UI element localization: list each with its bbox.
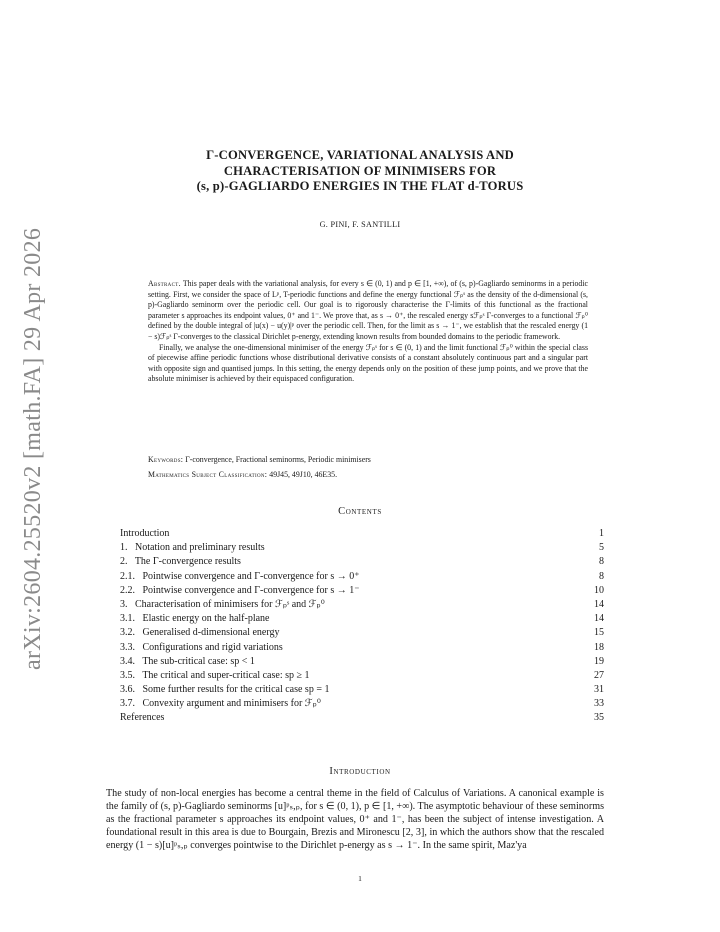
toc-entry-number: 2.2.	[120, 584, 135, 596]
toc-entry-page: 14	[594, 613, 604, 625]
toc-entry-number: 3.7.	[120, 698, 135, 710]
toc-entry-page: 15	[594, 627, 604, 639]
toc-entry-number: 3.1.	[120, 613, 135, 625]
title-line: (s, p)-GAGLIARDO ENERGIES IN THE FLAT d-TORUS	[196, 179, 524, 193]
toc-entry-page: 5	[599, 542, 604, 554]
toc-entry-title	[120, 598, 325, 612]
toc-entry-title	[120, 626, 280, 640]
keywords	[148, 455, 371, 464]
introduction-body	[106, 787, 604, 852]
toc-entry[interactable]	[120, 697, 604, 711]
toc-entry-number: 2.1.	[120, 570, 135, 582]
toc-entry[interactable]	[120, 612, 604, 626]
toc-entry-label: The Γ-convergence results	[134, 556, 241, 568]
toc-entry-page: 27	[594, 669, 604, 681]
toc-entry-label: Some further results for the critical case sp = 1	[142, 684, 330, 696]
toc-entry-page: 33	[594, 698, 604, 710]
toc-entry-page: 8	[599, 556, 604, 568]
introduction-paragraph: The study of non-local energies has become a central theme in the field of Calculus of Variations. A canonical example is the family of (s, p)-Gagliardo seminorms [u]ᵖₛ,ₚ, for s ∈ (0, 1), p ∈ [1, +∞). The asymptotic behaviour of these seminorms as the fractional parameter s approaches its endpoint values, 0⁺ and 1⁻, has been the subject of intense investigation. A foundational result in this area is due to Bourgain, Brezis and Mironescu [2, 3], in which the authors show that the rescaled energy (1 − s)[u]ᵖₛ,ₚ converges pointwise to the Dirichlet p-energy as s → 1⁻. In the same spirit, Maz'ya	[106, 788, 604, 851]
abstract-paragraph-1	[148, 279, 588, 343]
keywords-label: Keywords:	[148, 455, 184, 464]
abstract	[148, 279, 588, 385]
toc-entry[interactable]	[120, 570, 604, 584]
toc-entry[interactable]	[120, 555, 604, 569]
toc-entry-label: Generalised d-dimensional energy	[142, 627, 280, 639]
toc-entry-label: Elastic energy on the half-plane	[142, 613, 270, 625]
toc-entry-page: 1	[599, 528, 604, 539]
toc-entry[interactable]	[120, 683, 604, 697]
toc-entry-title	[120, 683, 329, 697]
toc-entry[interactable]	[120, 655, 604, 669]
toc-entry-title	[120, 612, 270, 626]
toc-entry-title	[120, 584, 360, 598]
toc-entry-number: 3.2.	[120, 627, 135, 639]
msc-classification	[148, 470, 337, 479]
toc-entry-page: 31	[594, 684, 604, 696]
toc-entry-number: 3.	[120, 598, 128, 610]
toc-entry-title	[120, 641, 283, 655]
toc-entry-label: The sub-critical case: sp < 1	[142, 655, 255, 667]
toc-entry-number: 2.	[120, 556, 128, 568]
toc-entry-label: Pointwise convergence and Γ-convergence for s → 0⁺	[142, 570, 360, 582]
toc-entry-label: Notation and preliminary results	[135, 542, 265, 554]
toc-entry[interactable]	[120, 541, 604, 555]
toc-entry[interactable]	[120, 584, 604, 598]
toc-entry-title	[120, 541, 265, 555]
toc-entry-title	[120, 669, 310, 683]
toc-entry-number: 3.5.	[120, 669, 135, 681]
toc-entry-label: Introduction	[120, 528, 170, 539]
toc-entry-label: Pointwise convergence and Γ-convergence for s → 1⁻	[142, 584, 360, 596]
toc-entry-number: 1.	[120, 542, 128, 554]
toc-entry-title	[120, 711, 164, 725]
toc-entry[interactable]	[120, 527, 604, 541]
abstract-label: Abstract.	[148, 279, 181, 288]
table-of-contents	[120, 527, 604, 726]
toc-entry[interactable]	[120, 598, 604, 612]
toc-entry-page: 35	[594, 712, 604, 724]
toc-entry-page: 18	[594, 641, 604, 653]
toc-entry-page: 8	[599, 570, 604, 582]
page-number: 1	[358, 874, 362, 883]
toc-entry-title	[120, 555, 241, 569]
toc-entry-number: 3.6.	[120, 684, 135, 696]
toc-entry[interactable]	[120, 626, 604, 640]
toc-entry-label: The critical and super-critical case: sp ≥ 1	[142, 669, 310, 681]
toc-entry-label: Convexity argument and minimisers for ℱₚ⁰	[142, 698, 321, 710]
abstract-paragraph-2: Finally, we analyse the one-dimensional minimiser of the energy ℱₚˢ for s ∈ (0, 1) and the limit functional ℱₚ⁰ within the special class of piecewise affine periodic functions whose distributional derivative consists of a constant absolutely continuous part and a singular part with opposite sign and quantised jumps. In this setting, the energy depends only on the position of these jump points, and we prove that the absolute minimiser is achieved by their equispaced configuration.	[148, 342, 588, 384]
title-line: Γ-CONVERGENCE, VARIATIONAL ANALYSIS AND	[206, 148, 514, 162]
toc-entry-title	[120, 697, 321, 711]
abstract-text-1: This paper deals with the variational analysis, for every s ∈ (0, 1) and p ∈ [1, +∞), of (s, p)-Gagliardo seminorms in a periodic setting. First, we consider the space of Lᵖ, T-periodic functions and define the energy functional ℱₚˢ as the density of the d-dimensional (s, p)-Gagliardo seminorm over the periodic cell. Our goal is to rigorously characterise the Γ-limits of this functional as the fractional parameter s approaches its endpoint values, 0⁺ and 1⁻. We prove that, as s → 0⁺, the rescaled energy sℱₚˢ Γ-converges to a functional ℱₚ⁰ defined by the double integral of |u(x) − u(y)|ᵖ over the periodic cell. Then, for the limit as s → 1⁻, we establish that the rescaled energy (1 − s)ℱₚˢ Γ-converges to the classical Dirichlet p-energy, extending known results from bounded domains to the periodic framework.	[148, 279, 588, 341]
paper-title	[110, 148, 610, 195]
contents-heading: Contents	[338, 506, 382, 517]
toc-entry-title	[120, 655, 255, 669]
keywords-value: Γ-convergence, Fractional seminorms, Periodic minimisers	[185, 455, 371, 464]
toc-entry-title	[120, 570, 360, 584]
toc-entry-label: Characterisation of minimisers for ℱₚˢ and ℱₚ⁰	[135, 598, 325, 610]
toc-entry[interactable]	[120, 711, 604, 725]
toc-entry-number: 3.3.	[120, 641, 135, 653]
toc-entry-page: 14	[594, 598, 604, 610]
toc-entry-title	[120, 527, 169, 541]
toc-entry-page: 10	[594, 584, 604, 596]
arxiv-identifier-stamp: arXiv:2604.25520v2 [math.FA] 29 Apr 2026	[20, 227, 46, 670]
introduction-heading: Introduction	[329, 766, 391, 777]
toc-entry-label: References	[120, 712, 165, 724]
authors: G. PINI, F. SANTILLI	[319, 220, 401, 229]
toc-entry[interactable]	[120, 641, 604, 655]
toc-entry-label: Configurations and rigid variations	[142, 641, 283, 653]
msc-label: Mathematics Subject Classification:	[148, 470, 268, 479]
toc-entry-page: 19	[594, 655, 604, 667]
msc-value: 49J45, 49J10, 46E35.	[269, 470, 338, 479]
toc-entry-number: 3.4.	[120, 655, 135, 667]
title-line: CHARACTERISATION OF MINIMISERS FOR	[223, 163, 497, 178]
toc-entry[interactable]	[120, 669, 604, 683]
